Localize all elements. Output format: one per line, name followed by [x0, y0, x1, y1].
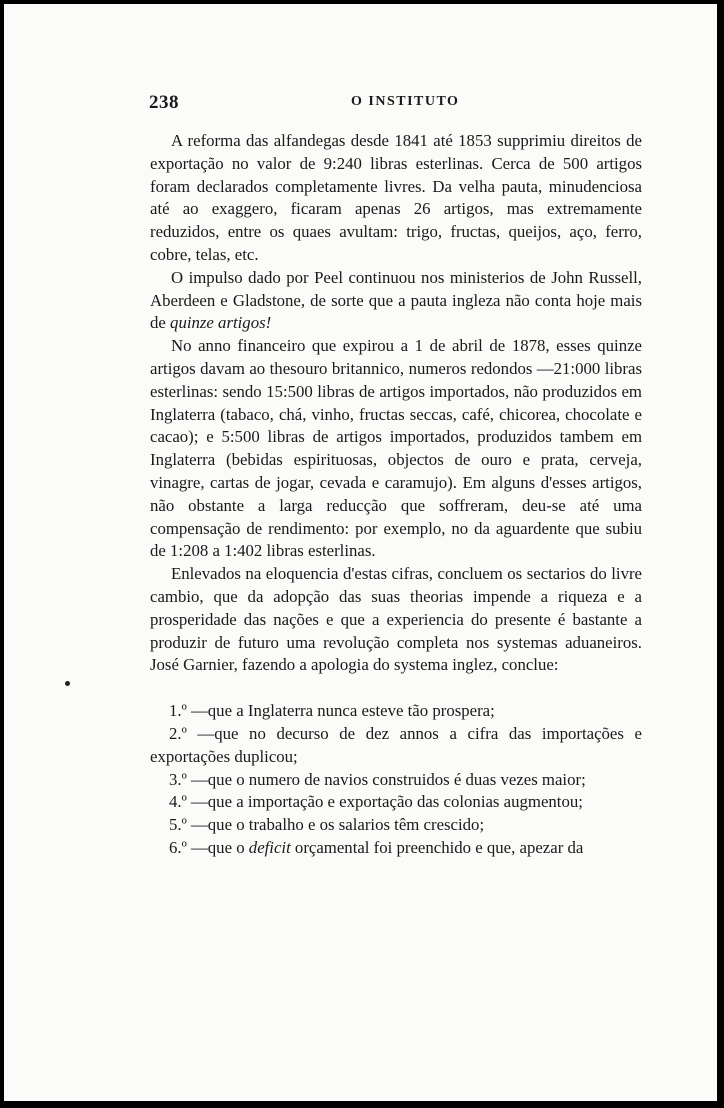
emphasis-text: quinze artigos!	[170, 313, 272, 333]
list-text: orçamental foi preenchido e que, apezar da	[290, 837, 584, 857]
list-text: que o numero de navios construidos é duas vezes maior;	[207, 769, 586, 789]
paragraph-text: O impulso dado por Peel continuou nos ministerios de John Russell, Aberdeen e Gladstone, de sorte que a pauta ingleza não conta hoje mais de	[150, 267, 642, 333]
running-head: O INSTITUTO	[351, 94, 460, 109]
list-text: que a Inglaterra nunca esteve tão prospera;	[207, 701, 495, 721]
list-item	[150, 700, 642, 723]
page-body	[150, 130, 642, 860]
list-text: que no decurso de dez annos a cifra das importações e exportações duplicou;	[150, 723, 642, 766]
list-marker: 3.º —	[169, 769, 208, 789]
paragraph: Enlevados na eloquencia d'estas cifras, concluem os sectarios do livre cambio, que da adopção das suas theorias impende a riqueza e a prosperidade das nações e que a experiencia do presente é bastante a produzir de futuro uma revolução completa nos systemas aduaneiros. José Garnier, fazendo a apologia do systema inglez, conclue:	[150, 564, 642, 675]
list-marker: 4.º —	[169, 792, 208, 812]
numbered-list	[150, 700, 642, 860]
list-text: que o trabalho e os salarios têm crescido;	[207, 815, 485, 835]
paragraph: A reforma das alfandegas desde 1841 até 1853 supprimiu direitos de exportação no valor de 9:240 libras esterlinas. Cerca de 500 artigos foram declarados completamente livres. Da velha pauta, minudenciosa até ao exaggero, ficaram apenas 26 artigos, mas extremamente reduzidos, entre os quaes avultam: trigo, fructas, queijos, aço, ferro, cobre, telas, etc.	[150, 131, 642, 264]
paragraph: No anno financeiro que expirou a 1 de abril de 1878, esses quinze artigos davam ao thesouro britannico, numeros redondos —21:000 libras esterlinas: sendo 15:500 libras de artigos importados, não produzidos em Inglaterra (tabaco, chá, vinho, fructas seccas, café, chicorea, chocolate e cacao); e 5:500 libras de artigos importados, produzidos tambem em Inglaterra (bebidas espirituosas, objectos de ouro e prata, cerveja, vinagre, cartas de jogar, cevada e caramujo). Em alguns d'esses artigos, não obstante a larga reducção que soffreram, deu-se até uma compensação de rendimento: por exemplo, no da aguardente que subiu de 1:208 a 1:402 libras esterlinas.	[150, 336, 642, 561]
margin-ink-dot	[65, 681, 70, 686]
list-marker: 5.º —	[169, 815, 208, 835]
list-marker: 2.º —	[169, 723, 215, 743]
page-header	[149, 92, 609, 118]
list-item	[150, 791, 642, 814]
list-marker: 6.º —	[169, 837, 208, 857]
paragraph	[150, 267, 642, 335]
list-item	[150, 837, 642, 860]
page-number: 238	[149, 92, 179, 113]
list-text: que a importação e exportação das colonias augmentou;	[207, 792, 583, 812]
list-item	[150, 769, 642, 792]
list-marker: 1.º —	[169, 701, 208, 721]
emphasis-text: deficit	[248, 837, 291, 857]
list-item	[150, 814, 642, 837]
list-text: que o	[207, 837, 249, 857]
list-item	[150, 723, 642, 769]
book-page	[4, 4, 717, 1101]
